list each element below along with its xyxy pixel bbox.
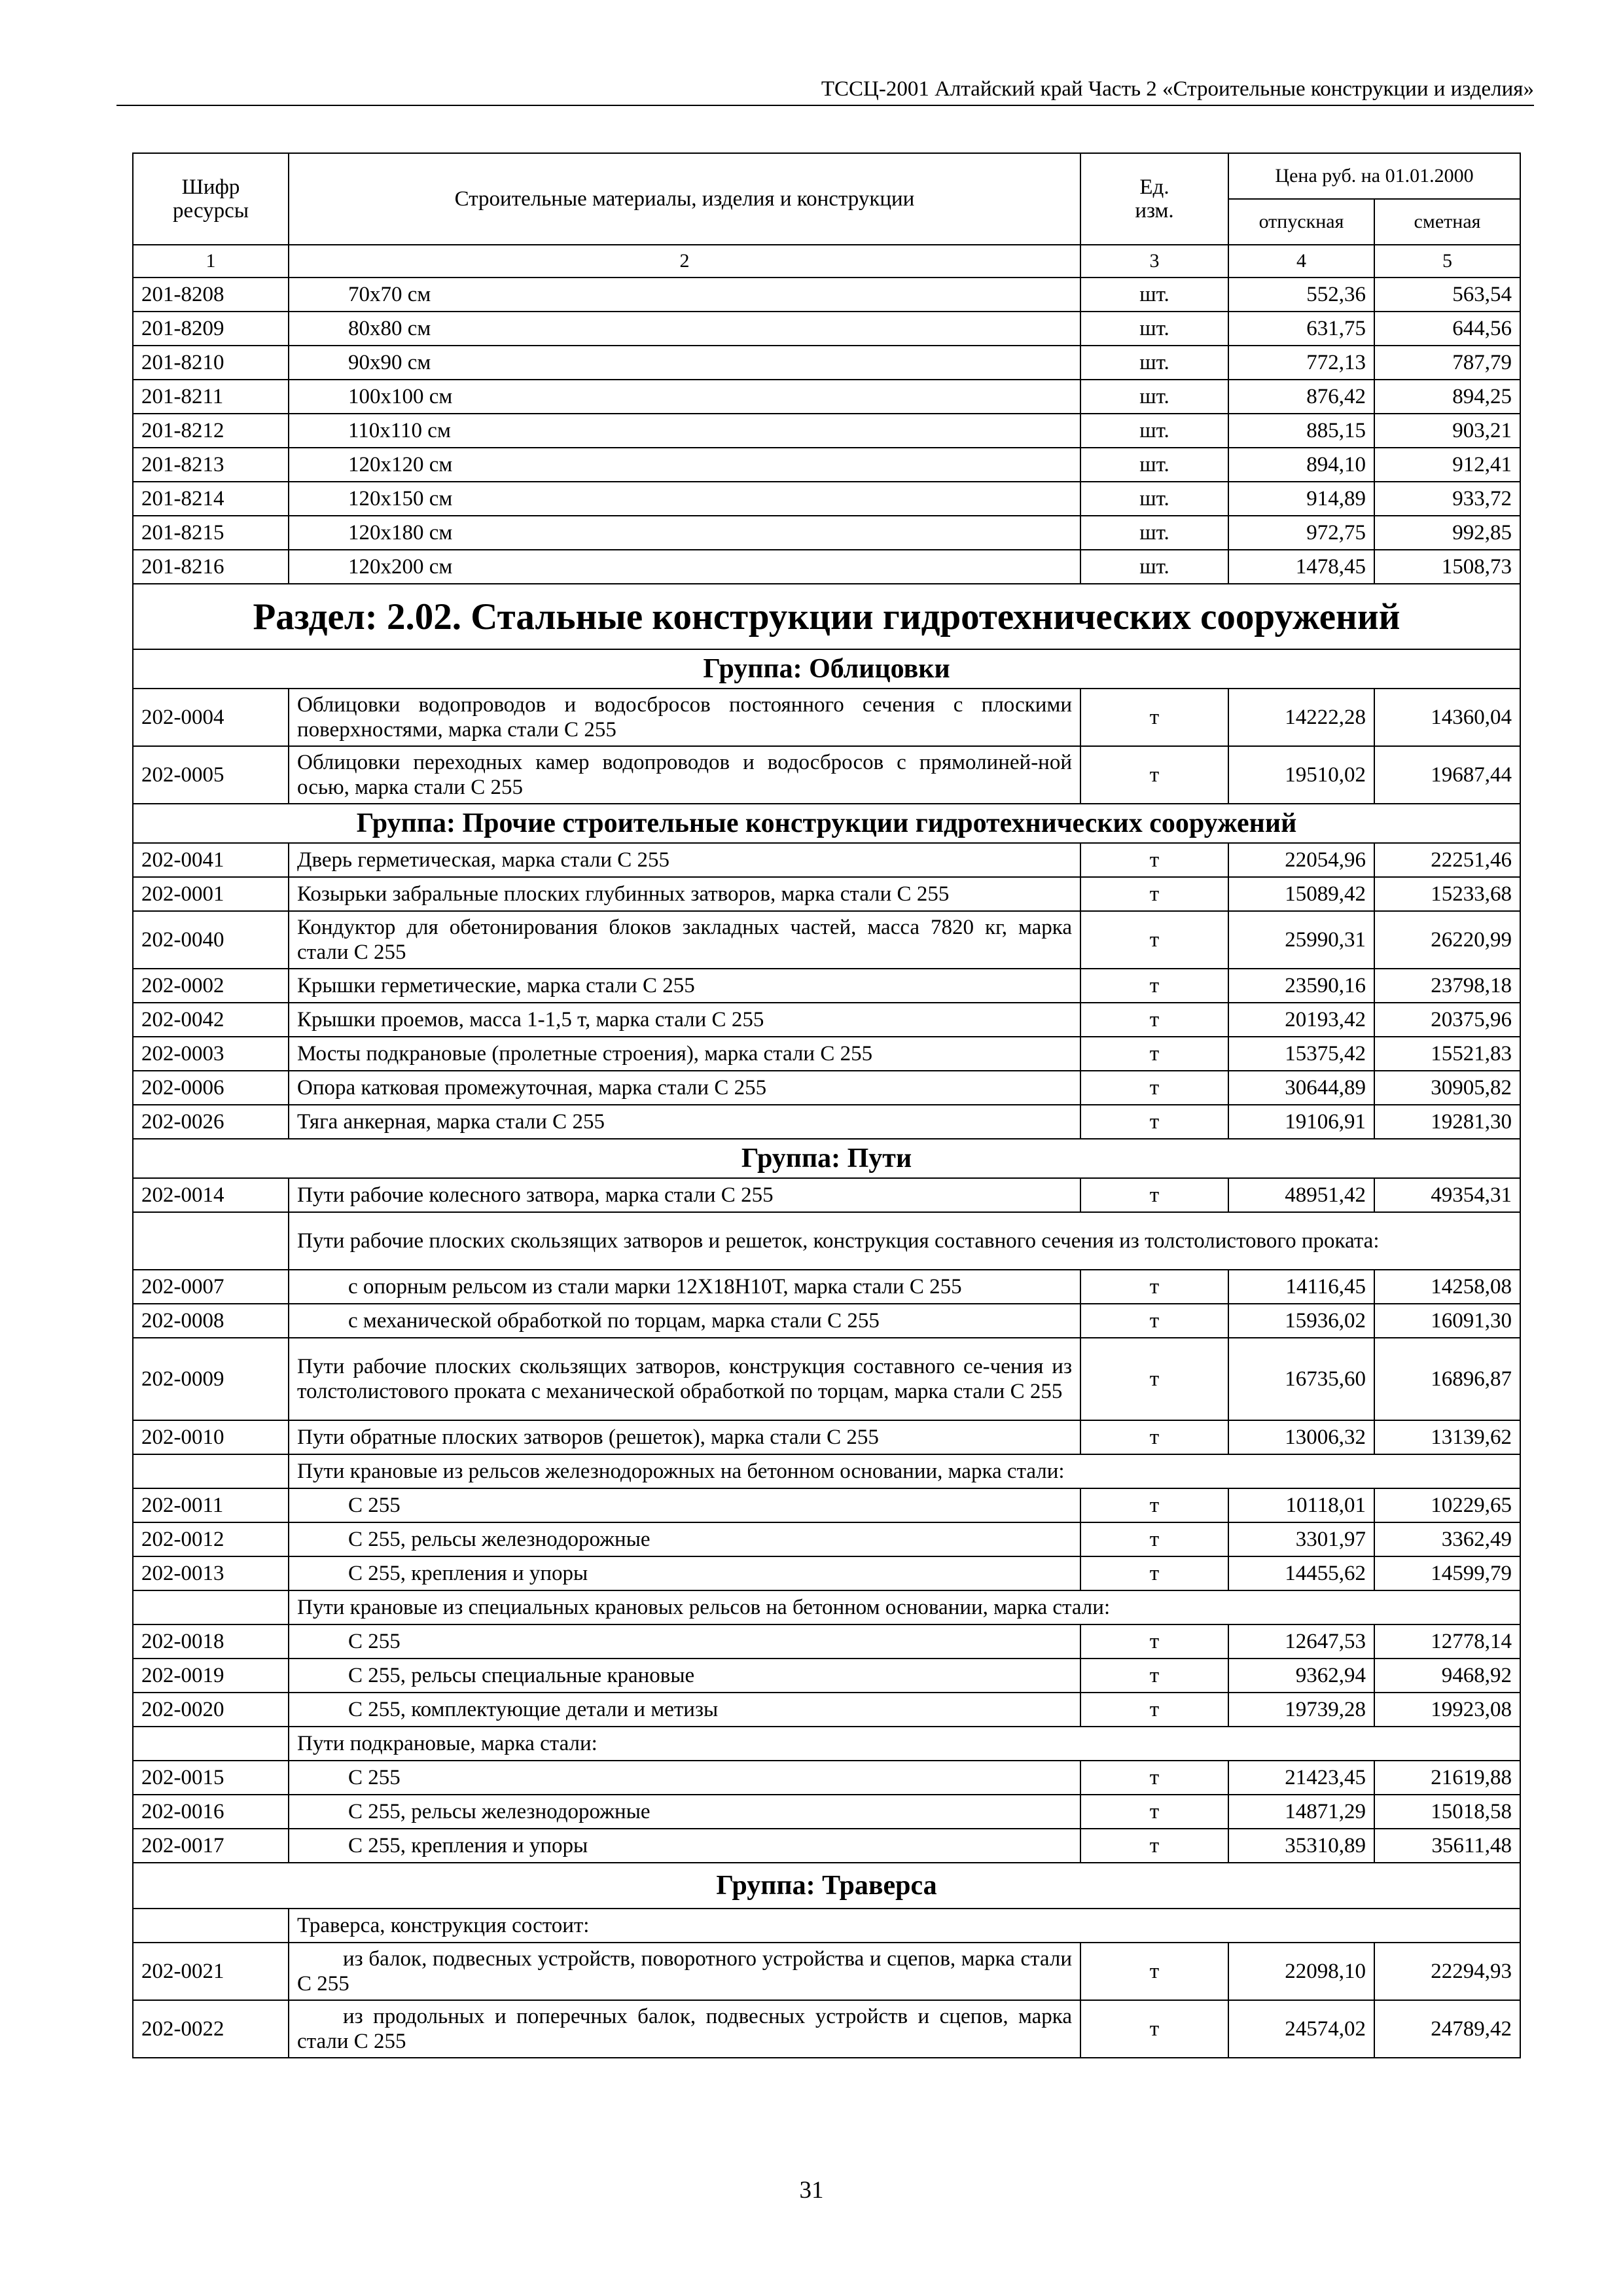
row-unit: т: [1080, 1178, 1228, 1212]
row-price-release: 772,13: [1228, 346, 1374, 380]
row-price-estimate: 16896,87: [1374, 1338, 1520, 1420]
row-unit: т: [1080, 1556, 1228, 1590]
row-price-release: 14455,62: [1228, 1556, 1374, 1590]
row-name: 110х110 см: [289, 414, 1080, 448]
row-unit: шт.: [1080, 516, 1228, 550]
row-unit: т: [1080, 1943, 1228, 2000]
table-row: [133, 1037, 1520, 1071]
row-price-estimate: 49354,31: [1374, 1178, 1520, 1212]
row-code: 202-0007: [133, 1270, 289, 1304]
col-number: 5: [1374, 245, 1520, 278]
row-unit: шт.: [1080, 550, 1228, 584]
row-name: 120х180 см: [289, 516, 1080, 550]
table-row: [133, 689, 1520, 746]
row-name: С 255: [289, 1624, 1080, 1659]
row-name: Дверь герметическая, марка стали С 255: [289, 843, 1080, 877]
row-name: С 255, комплектующие детали и метизы: [289, 1693, 1080, 1727]
row-unit: т: [1080, 1037, 1228, 1071]
row-code: 201-8215: [133, 516, 289, 550]
row-price-release: 19739,28: [1228, 1693, 1374, 1727]
row-code: 202-0002: [133, 969, 289, 1003]
row-price-estimate: 992,85: [1374, 516, 1520, 550]
row-unit: т: [1080, 969, 1228, 1003]
row-unit: шт.: [1080, 414, 1228, 448]
row-price-estimate: 24789,42: [1374, 2000, 1520, 2058]
col-header-price: Цена руб. на 01.01.2000: [1228, 153, 1520, 199]
row-price-release: 3301,97: [1228, 1522, 1374, 1556]
row-unit: т: [1080, 1105, 1228, 1139]
row-price-estimate: 933,72: [1374, 482, 1520, 516]
table-row: [133, 1761, 1520, 1795]
group-title-row: [133, 1863, 1520, 1909]
table-row: [133, 550, 1520, 584]
row-name: 100х100 см: [289, 380, 1080, 414]
row-code: 202-0001: [133, 877, 289, 911]
table-row: [133, 516, 1520, 550]
row-price-release: 20193,42: [1228, 1003, 1374, 1037]
row-price-release: 1478,45: [1228, 550, 1374, 584]
empty-code-cell: [133, 1590, 289, 1624]
row-price-release: 631,75: [1228, 312, 1374, 346]
row-price-estimate: 22251,46: [1374, 843, 1520, 877]
col-number: 4: [1228, 245, 1374, 278]
row-name: Мосты подкрановые (пролетные строения), марка стали С 255: [289, 1037, 1080, 1071]
row-name: 80х80 см: [289, 312, 1080, 346]
row-unit: шт.: [1080, 278, 1228, 312]
group-title-row: [133, 1139, 1520, 1178]
group-title: Группа: Прочие строительные конструкции гидротехнических сооружений: [133, 804, 1520, 843]
row-price-estimate: 15018,58: [1374, 1795, 1520, 1829]
row-name: С 255: [289, 1761, 1080, 1795]
col-header-estimate: сметная: [1374, 199, 1520, 245]
row-price-release: 14116,45: [1228, 1270, 1374, 1304]
row-price-estimate: 26220,99: [1374, 911, 1520, 969]
row-code: 202-0003: [133, 1037, 289, 1071]
table-row: [133, 380, 1520, 414]
row-code: 201-8214: [133, 482, 289, 516]
table-row: [133, 1556, 1520, 1590]
row-price-estimate: 19281,30: [1374, 1105, 1520, 1139]
table-row: [133, 911, 1520, 969]
row-price-release: 15089,42: [1228, 877, 1374, 911]
row-unit: т: [1080, 1071, 1228, 1105]
running-header: ТССЦ-2001 Алтайский край Часть 2 «Строительные конструкции и изделия»: [116, 73, 1534, 106]
row-code: 202-0022: [133, 2000, 289, 2058]
row-unit: т: [1080, 1488, 1228, 1522]
row-price-release: 35310,89: [1228, 1829, 1374, 1863]
row-name: Кондуктор для обетонирования блоков закладных частей, масса 7820 кг, марка стали С 255: [289, 911, 1080, 969]
row-price-estimate: 15233,68: [1374, 877, 1520, 911]
row-price-estimate: 563,54: [1374, 278, 1520, 312]
subheading: Пути крановые из рельсов железнодорожных на бетонном основании, марка стали:: [289, 1454, 1520, 1488]
row-name: С 255: [289, 1488, 1080, 1522]
row-code: 202-0006: [133, 1071, 289, 1105]
col-header-code: Шифр ресурсы: [133, 153, 289, 245]
subheading: Пути рабочие плоских скользящих затворов и решеток, конструкция составного сечения из толстолистового проката:: [289, 1212, 1520, 1270]
row-price-estimate: 16091,30: [1374, 1304, 1520, 1338]
row-unit: т: [1080, 1693, 1228, 1727]
row-code: 202-0009: [133, 1338, 289, 1420]
subheading-row: [133, 1212, 1520, 1270]
row-unit: т: [1080, 1420, 1228, 1454]
row-name: 70х70 см: [289, 278, 1080, 312]
subheading-row: [133, 1590, 1520, 1624]
row-code: 201-8211: [133, 380, 289, 414]
row-price-release: 24574,02: [1228, 2000, 1374, 2058]
row-unit: т: [1080, 2000, 1228, 2058]
row-name: с опорным рельсом из стали марки 12Х18Н10Т, марка стали С 255: [289, 1270, 1080, 1304]
row-unit: т: [1080, 689, 1228, 746]
row-price-estimate: 15521,83: [1374, 1037, 1520, 1071]
row-price-estimate: 30905,82: [1374, 1071, 1520, 1105]
row-price-estimate: 13139,62: [1374, 1420, 1520, 1454]
row-price-release: 21423,45: [1228, 1761, 1374, 1795]
group-title: Группа: Облицовки: [133, 649, 1520, 689]
row-code: 202-0016: [133, 1795, 289, 1829]
row-unit: т: [1080, 1624, 1228, 1659]
table-row: [133, 1178, 1520, 1212]
row-unit: т: [1080, 1795, 1228, 1829]
row-name: Пути рабочие плоских скользящих затворов, конструкция составного се-чения из толстолистового проката с механической обработкой по торцам, марка стали С 255: [289, 1338, 1080, 1420]
table-row: [133, 448, 1520, 482]
row-code: 202-0041: [133, 843, 289, 877]
section-title: Раздел: 2.02. Стальные конструкции гидротехнических сооружений: [133, 584, 1520, 649]
row-price-estimate: 14360,04: [1374, 689, 1520, 746]
subheading-row: [133, 1454, 1520, 1488]
row-code: 202-0020: [133, 1693, 289, 1727]
row-price-release: 15936,02: [1228, 1304, 1374, 1338]
row-price-release: 48951,42: [1228, 1178, 1374, 1212]
row-price-estimate: 14599,79: [1374, 1556, 1520, 1590]
row-price-estimate: 12778,14: [1374, 1624, 1520, 1659]
row-price-release: 914,89: [1228, 482, 1374, 516]
table-row: [133, 1304, 1520, 1338]
table-row: [133, 278, 1520, 312]
row-unit: т: [1080, 1003, 1228, 1037]
row-unit: шт.: [1080, 346, 1228, 380]
row-price-estimate: 20375,96: [1374, 1003, 1520, 1037]
row-price-release: 876,42: [1228, 380, 1374, 414]
row-name: Тяга анкерная, марка стали С 255: [289, 1105, 1080, 1139]
row-code: 202-0014: [133, 1178, 289, 1212]
row-price-release: 885,15: [1228, 414, 1374, 448]
row-code: 202-0018: [133, 1624, 289, 1659]
table-row: [133, 2000, 1520, 2058]
table-row: [133, 1270, 1520, 1304]
row-unit: шт.: [1080, 482, 1228, 516]
row-name: Облицовки переходных камер водопроводов и водосбросов с прямолиней-ной осью, марка стали С 255: [289, 746, 1080, 804]
empty-code-cell: [133, 1727, 289, 1761]
table-row: [133, 969, 1520, 1003]
row-price-release: 19510,02: [1228, 746, 1374, 804]
col-header-unit: Ед. изм.: [1080, 153, 1228, 245]
row-unit: шт.: [1080, 312, 1228, 346]
row-unit: т: [1080, 1659, 1228, 1693]
row-price-estimate: 787,79: [1374, 346, 1520, 380]
row-code: 202-0019: [133, 1659, 289, 1693]
row-unit: шт.: [1080, 448, 1228, 482]
row-name: из продольных и поперечных балок, подвесных устройств и сцепов, марка стали С 255: [289, 2000, 1080, 2058]
row-code: 201-8213: [133, 448, 289, 482]
row-price-release: 16735,60: [1228, 1338, 1374, 1420]
row-code: 202-0021: [133, 1943, 289, 2000]
row-price-release: 22098,10: [1228, 1943, 1374, 2000]
row-name: С 255, крепления и упоры: [289, 1829, 1080, 1863]
row-name: С 255, рельсы железнодорожные: [289, 1522, 1080, 1556]
table-row: [133, 1795, 1520, 1829]
subheading-row: [133, 1727, 1520, 1761]
row-code: 201-8210: [133, 346, 289, 380]
row-price-estimate: 21619,88: [1374, 1761, 1520, 1795]
row-code: 202-0042: [133, 1003, 289, 1037]
row-price-estimate: 10229,65: [1374, 1488, 1520, 1522]
row-unit: т: [1080, 1761, 1228, 1795]
row-name: с механической обработкой по торцам, марка стали С 255: [289, 1304, 1080, 1338]
table-row: [133, 1420, 1520, 1454]
section-title-row: [133, 584, 1520, 649]
row-price-release: 23590,16: [1228, 969, 1374, 1003]
row-price-release: 14871,29: [1228, 1795, 1374, 1829]
row-name: Крышки герметические, марка стали С 255: [289, 969, 1080, 1003]
group-title-row: [133, 649, 1520, 689]
row-name: Опора катковая промежуточная, марка стали С 255: [289, 1071, 1080, 1105]
row-code: 201-8208: [133, 278, 289, 312]
row-price-estimate: 22294,93: [1374, 1943, 1520, 2000]
group-title: Группа: Траверса: [133, 1863, 1520, 1909]
row-name: 120х120 см: [289, 448, 1080, 482]
table-row: [133, 746, 1520, 804]
row-unit: т: [1080, 1338, 1228, 1420]
row-price-release: 972,75: [1228, 516, 1374, 550]
row-price-release: 552,36: [1228, 278, 1374, 312]
table-row: [133, 414, 1520, 448]
row-code: 202-0017: [133, 1829, 289, 1863]
table-row: [133, 1829, 1520, 1863]
row-name: С 255, рельсы железнодорожные: [289, 1795, 1080, 1829]
table-row: [133, 1003, 1520, 1037]
row-code: 201-8216: [133, 550, 289, 584]
row-name: Пути обратные плоских затворов (решеток), марка стали С 255: [289, 1420, 1080, 1454]
row-price-release: 22054,96: [1228, 843, 1374, 877]
col-number: 1: [133, 245, 289, 278]
col-header-release: отпускная: [1228, 199, 1374, 245]
row-price-estimate: 23798,18: [1374, 969, 1520, 1003]
price-table: [132, 152, 1521, 2058]
empty-code-cell: [133, 1909, 289, 1943]
subheading: Траверса, конструкция состоит:: [289, 1909, 1520, 1943]
row-price-estimate: 9468,92: [1374, 1659, 1520, 1693]
table-row: [133, 1624, 1520, 1659]
row-name: 120х200 см: [289, 550, 1080, 584]
row-price-estimate: 35611,48: [1374, 1829, 1520, 1863]
row-unit: т: [1080, 1270, 1228, 1304]
row-price-release: 9362,94: [1228, 1659, 1374, 1693]
row-name: из балок, подвесных устройств, поворотного устройства и сцепов, марка стали С 255: [289, 1943, 1080, 2000]
row-unit: т: [1080, 877, 1228, 911]
row-price-estimate: 903,21: [1374, 414, 1520, 448]
table-row: [133, 346, 1520, 380]
row-code: 202-0012: [133, 1522, 289, 1556]
row-unit: шт.: [1080, 380, 1228, 414]
row-code: 202-0015: [133, 1761, 289, 1795]
row-price-estimate: 3362,49: [1374, 1522, 1520, 1556]
table-row: [133, 1943, 1520, 2000]
page-number: 31: [799, 2177, 824, 2204]
row-price-release: 19106,91: [1228, 1105, 1374, 1139]
table-row: [133, 1659, 1520, 1693]
table-row: [133, 1522, 1520, 1556]
row-code: 202-0040: [133, 911, 289, 969]
group-title: Группа: Пути: [133, 1139, 1520, 1178]
table-row: [133, 877, 1520, 911]
row-code: 202-0026: [133, 1105, 289, 1139]
row-name: Крышки проемов, масса 1-1,5 т, марка стали С 255: [289, 1003, 1080, 1037]
row-name: 120х150 см: [289, 482, 1080, 516]
row-price-estimate: 19923,08: [1374, 1693, 1520, 1727]
row-price-release: 25990,31: [1228, 911, 1374, 969]
col-number: 2: [289, 245, 1080, 278]
row-price-estimate: 644,56: [1374, 312, 1520, 346]
row-unit: т: [1080, 1829, 1228, 1863]
row-unit: т: [1080, 911, 1228, 969]
group-title-row: [133, 804, 1520, 843]
row-price-release: 15375,42: [1228, 1037, 1374, 1071]
table-row: [133, 1338, 1520, 1420]
row-price-estimate: 14258,08: [1374, 1270, 1520, 1304]
row-name: Козырьки забральные плоских глубинных затворов, марка стали С 255: [289, 877, 1080, 911]
col-header-name: Строительные материалы, изделия и конструкции: [289, 153, 1080, 245]
table-row: [133, 1693, 1520, 1727]
row-name: С 255, рельсы специальные крановые: [289, 1659, 1080, 1693]
row-unit: т: [1080, 746, 1228, 804]
table-row: [133, 843, 1520, 877]
table-row: [133, 312, 1520, 346]
table-row: [133, 482, 1520, 516]
empty-code-cell: [133, 1454, 289, 1488]
row-unit: т: [1080, 1304, 1228, 1338]
row-price-release: 30644,89: [1228, 1071, 1374, 1105]
table-row: [133, 1105, 1520, 1139]
row-name: 90х90 см: [289, 346, 1080, 380]
row-price-estimate: 894,25: [1374, 380, 1520, 414]
row-code: 201-8209: [133, 312, 289, 346]
row-unit: т: [1080, 843, 1228, 877]
subheading: Пути подкрановые, марка стали:: [289, 1727, 1520, 1761]
row-name: Облицовки водопроводов и водосбросов постоянного сечения с плоскими поверхностями, марка стали С 255: [289, 689, 1080, 746]
row-price-estimate: 912,41: [1374, 448, 1520, 482]
table-row: [133, 1071, 1520, 1105]
row-code: 202-0010: [133, 1420, 289, 1454]
row-price-release: 14222,28: [1228, 689, 1374, 746]
row-price-release: 894,10: [1228, 448, 1374, 482]
row-price-release: 13006,32: [1228, 1420, 1374, 1454]
subheading: Пути крановые из специальных крановых рельсов на бетонном основании, марка стали:: [289, 1590, 1520, 1624]
row-code: 202-0004: [133, 689, 289, 746]
row-code: 202-0008: [133, 1304, 289, 1338]
row-name: С 255, крепления и упоры: [289, 1556, 1080, 1590]
row-price-estimate: 1508,73: [1374, 550, 1520, 584]
row-unit: т: [1080, 1522, 1228, 1556]
row-price-release: 12647,53: [1228, 1624, 1374, 1659]
row-price-release: 10118,01: [1228, 1488, 1374, 1522]
table-row: [133, 1488, 1520, 1522]
row-code: 202-0005: [133, 746, 289, 804]
row-code: 201-8212: [133, 414, 289, 448]
row-price-estimate: 19687,44: [1374, 746, 1520, 804]
row-code: 202-0011: [133, 1488, 289, 1522]
empty-code-cell: [133, 1212, 289, 1270]
subheading-row: [133, 1909, 1520, 1943]
col-number: 3: [1080, 245, 1228, 278]
row-code: 202-0013: [133, 1556, 289, 1590]
row-name: Пути рабочие колесного затвора, марка стали С 255: [289, 1178, 1080, 1212]
